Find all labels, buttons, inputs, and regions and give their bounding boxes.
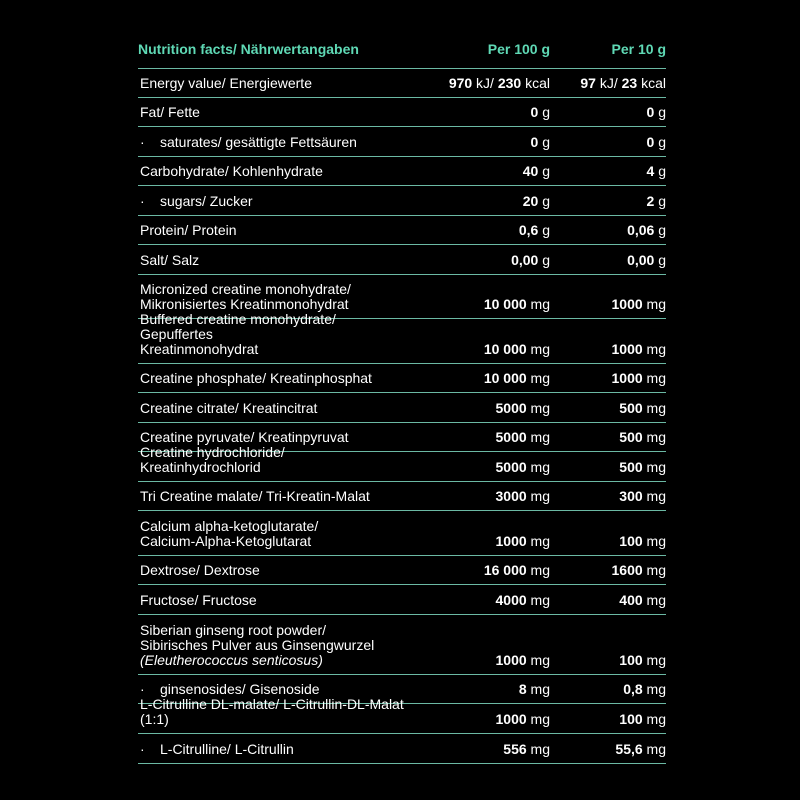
table-row bbox=[138, 393, 666, 423]
value-unit: kcal bbox=[637, 75, 666, 91]
value-amount: 5000 bbox=[495, 429, 527, 445]
nutrient-label-line: Micronized creatine monohydrate/ bbox=[140, 281, 351, 297]
nutrient-label-line: Creatine hydrochloride/ Kreatinhydrochlorid bbox=[140, 444, 285, 475]
value-unit: mg bbox=[642, 533, 666, 549]
value-unit: mg bbox=[526, 429, 550, 445]
value-per-100g bbox=[408, 253, 550, 268]
nutrient-label-line: sugars/ Zucker bbox=[160, 193, 253, 209]
value-amount: 100 bbox=[619, 533, 643, 549]
value-amount: 0,8 bbox=[623, 681, 643, 697]
value-per-10g bbox=[550, 489, 666, 504]
value-unit: g bbox=[538, 163, 550, 179]
value-amount: 100 bbox=[619, 652, 643, 668]
value-amount: 100 bbox=[619, 711, 643, 727]
value-amount: 0,00 bbox=[627, 252, 655, 268]
value-unit: g bbox=[538, 252, 550, 268]
nutrient-label bbox=[140, 697, 408, 727]
table-row bbox=[138, 444, 666, 482]
value-amount: 1000 bbox=[611, 296, 643, 312]
value-per-10g bbox=[550, 253, 666, 268]
nutrient-label bbox=[140, 282, 408, 312]
table-body bbox=[138, 68, 666, 764]
nutrient-label bbox=[140, 76, 408, 91]
nutrient-label-line: Tri Creatine malate/ Tri-Kreatin-Malat bbox=[140, 488, 370, 504]
value-unit: mg bbox=[642, 459, 666, 475]
value-per-10g bbox=[550, 653, 666, 668]
bullet-dot-icon: · bbox=[140, 741, 145, 757]
value-amount: 3000 bbox=[495, 488, 527, 504]
value-unit: kJ/ bbox=[472, 75, 498, 91]
latin-name: (Eleutherococcus senticosus) bbox=[140, 652, 323, 668]
nutrient-label bbox=[140, 593, 408, 608]
value-unit: mg bbox=[526, 533, 550, 549]
value-amount: 300 bbox=[619, 488, 643, 504]
nutrient-label bbox=[140, 105, 408, 120]
value-per-100g bbox=[408, 534, 550, 549]
value-per-100g bbox=[408, 105, 550, 120]
nutrient-label-line: Dextrose/ Dextrose bbox=[140, 562, 260, 578]
value-amount: 500 bbox=[619, 459, 643, 475]
value-unit: mg bbox=[642, 429, 666, 445]
value-amount: 556 bbox=[503, 741, 527, 757]
value-per-100g bbox=[408, 563, 550, 578]
value-unit: g bbox=[654, 163, 666, 179]
value-per-10g bbox=[550, 194, 666, 209]
value-unit: mg bbox=[642, 370, 666, 386]
nutrient-label-line: ginsenosides/ Gisenoside bbox=[160, 681, 320, 697]
value-amount: 16 000 bbox=[483, 562, 527, 578]
table-row bbox=[138, 696, 666, 734]
value-unit: mg bbox=[642, 741, 666, 757]
nutrient-label-line: Buffered creatine monohydrate/ Gepuffertes bbox=[140, 311, 336, 342]
value-per-10g bbox=[550, 593, 666, 608]
table-title: Nutrition facts/ Nährwertangaben bbox=[138, 41, 359, 57]
value-amount: 55,6 bbox=[615, 741, 643, 757]
value-per-100g bbox=[408, 401, 550, 416]
value-amount: 10 000 bbox=[483, 370, 527, 386]
value-per-100g bbox=[408, 223, 550, 238]
value-unit: g bbox=[654, 134, 666, 150]
nutrient-label bbox=[140, 623, 408, 668]
value-unit: mg bbox=[642, 400, 666, 416]
value-amount: 4000 bbox=[495, 592, 527, 608]
nutrient-label bbox=[140, 371, 408, 386]
value-per-10g bbox=[550, 742, 666, 757]
value-per-10g bbox=[550, 105, 666, 120]
nutrient-label bbox=[140, 194, 408, 209]
nutrient-label-line: L-Citrulline DL-malate/ L-Citrullin-DL-Malat (1:1) bbox=[140, 696, 404, 727]
value-per-10g bbox=[550, 342, 666, 357]
value-amount: 1000 bbox=[495, 652, 527, 668]
value-unit: mg bbox=[642, 711, 666, 727]
table-row bbox=[138, 98, 666, 127]
value-per-10g bbox=[550, 164, 666, 179]
value-unit: mg bbox=[526, 652, 550, 668]
nutrient-label-line: saturates/ gesättigte Fettsäuren bbox=[160, 134, 357, 150]
value-unit: kJ/ bbox=[595, 75, 622, 91]
nutrient-label bbox=[140, 563, 408, 578]
value-unit: mg bbox=[642, 592, 666, 608]
value-unit: mg bbox=[642, 681, 666, 697]
value-per-100g bbox=[408, 371, 550, 386]
nutrient-label bbox=[140, 401, 408, 416]
value-unit: mg bbox=[526, 370, 550, 386]
nutrient-label-line: Creatine pyruvate/ Kreatinpyruvat bbox=[140, 429, 349, 445]
table-row bbox=[138, 364, 666, 393]
nutrient-label-line: Energy value/ Energiewerte bbox=[140, 75, 312, 91]
value-unit: g bbox=[654, 222, 666, 238]
value-unit: mg bbox=[526, 562, 550, 578]
value-amount: 5000 bbox=[495, 400, 527, 416]
nutrient-label-line: Fructose/ Fructose bbox=[140, 592, 257, 608]
nutrient-label bbox=[140, 312, 408, 357]
bullet-dot-icon: · bbox=[140, 193, 145, 209]
table-row bbox=[138, 585, 666, 615]
value-per-100g bbox=[408, 76, 550, 91]
value-per-10g bbox=[550, 460, 666, 475]
value-amount: 10 000 bbox=[483, 341, 527, 357]
value-per-100g bbox=[408, 712, 550, 727]
value-unit: mg bbox=[526, 741, 550, 757]
value-amount: 1000 bbox=[611, 341, 643, 357]
nutrient-label-line: Fat/ Fette bbox=[140, 104, 200, 120]
value-per-10g bbox=[550, 712, 666, 727]
table-row bbox=[138, 245, 666, 275]
nutrient-label-line: Protein/ Protein bbox=[140, 222, 237, 238]
value-amount: 230 bbox=[497, 75, 522, 91]
value-per-100g bbox=[408, 653, 550, 668]
nutrient-label-line: Creatine phosphate/ Kreatinphosphat bbox=[140, 370, 372, 386]
column-header-per-10g: Per 10 g bbox=[611, 41, 666, 57]
value-amount: 23 bbox=[621, 75, 638, 91]
value-per-100g bbox=[408, 297, 550, 312]
nutrient-label bbox=[140, 430, 408, 445]
value-unit: g bbox=[538, 193, 550, 209]
nutrient-label bbox=[140, 682, 408, 697]
value-amount: 2 bbox=[646, 193, 655, 209]
nutrient-label-line: Salt/ Salz bbox=[140, 252, 200, 268]
value-per-100g bbox=[408, 682, 550, 697]
column-header-per-100g: Per 100 g bbox=[487, 41, 550, 57]
table-row bbox=[138, 556, 666, 585]
value-unit: g bbox=[538, 134, 550, 150]
nutrient-label bbox=[140, 135, 408, 150]
nutrient-label-line: Calcium alpha-ketoglutarate/ bbox=[140, 518, 319, 534]
table-row bbox=[138, 157, 666, 186]
nutrient-label bbox=[140, 253, 408, 268]
value-amount: 0 bbox=[646, 104, 655, 120]
value-per-10g bbox=[550, 223, 666, 238]
value-amount: 0,06 bbox=[627, 222, 655, 238]
value-amount: 970 bbox=[448, 75, 473, 91]
value-unit: mg bbox=[526, 592, 550, 608]
value-unit: mg bbox=[642, 341, 666, 357]
value-per-10g bbox=[550, 534, 666, 549]
value-amount: 5000 bbox=[495, 459, 527, 475]
value-amount: 0,00 bbox=[511, 252, 539, 268]
value-unit: g bbox=[654, 193, 666, 209]
value-amount: 0 bbox=[646, 134, 655, 150]
nutrient-label bbox=[140, 489, 408, 504]
value-unit: g bbox=[654, 252, 666, 268]
nutrient-label-line: Creatine citrate/ Kreatincitrat bbox=[140, 400, 318, 416]
table-row bbox=[138, 186, 666, 216]
table-row bbox=[138, 511, 666, 556]
value-amount: 500 bbox=[619, 400, 643, 416]
value-unit: g bbox=[538, 104, 550, 120]
value-per-10g bbox=[550, 135, 666, 150]
table-row bbox=[138, 127, 666, 157]
value-unit: kcal bbox=[521, 75, 550, 91]
value-unit: mg bbox=[526, 681, 550, 697]
value-amount: 0 bbox=[530, 104, 539, 120]
value-unit: mg bbox=[642, 488, 666, 504]
value-unit: g bbox=[654, 104, 666, 120]
value-unit: mg bbox=[526, 341, 550, 357]
bullet-dot-icon: · bbox=[140, 134, 145, 150]
value-amount: 1000 bbox=[611, 370, 643, 386]
value-amount: 10 000 bbox=[483, 296, 527, 312]
value-amount: 400 bbox=[619, 592, 643, 608]
value-per-100g bbox=[408, 593, 550, 608]
nutrient-label bbox=[140, 519, 408, 549]
table-row bbox=[138, 615, 666, 675]
table-row bbox=[138, 482, 666, 511]
value-amount: 1000 bbox=[495, 711, 527, 727]
value-per-10g bbox=[550, 401, 666, 416]
table-row bbox=[138, 216, 666, 245]
value-per-10g bbox=[550, 76, 666, 91]
nutrient-label-line: Siberian ginseng root powder/ bbox=[140, 622, 327, 638]
value-per-100g bbox=[408, 342, 550, 357]
value-per-100g bbox=[408, 194, 550, 209]
value-per-100g bbox=[408, 460, 550, 475]
value-amount: 1000 bbox=[495, 533, 527, 549]
value-unit: g bbox=[538, 222, 550, 238]
bullet-dot-icon: · bbox=[140, 681, 145, 697]
nutrient-label-line: Mikronisiertes Kreatinmonohydrat bbox=[140, 296, 349, 312]
value-per-10g bbox=[550, 430, 666, 445]
nutrient-label bbox=[140, 742, 408, 757]
nutrient-label bbox=[140, 223, 408, 238]
value-amount: 0 bbox=[530, 134, 539, 150]
value-amount: 97 bbox=[580, 75, 596, 91]
value-per-10g bbox=[550, 371, 666, 386]
value-unit: mg bbox=[526, 459, 550, 475]
value-per-10g bbox=[550, 682, 666, 697]
nutrient-label bbox=[140, 164, 408, 179]
value-per-100g bbox=[408, 489, 550, 504]
nutrient-label-line: Calcium-Alpha-Ketoglutarat bbox=[140, 533, 312, 549]
table-header bbox=[138, 36, 666, 62]
nutrient-label-line: Carbohydrate/ Kohlenhydrate bbox=[140, 163, 323, 179]
value-unit: mg bbox=[526, 711, 550, 727]
value-amount: 4 bbox=[646, 163, 655, 179]
nutrient-label-line: Kreatinmonohydrat bbox=[140, 341, 259, 357]
value-amount: 8 bbox=[518, 681, 527, 697]
value-per-10g bbox=[550, 563, 666, 578]
nutrient-label-line: L-Citrulline/ L-Citrullin bbox=[160, 741, 294, 757]
value-unit: mg bbox=[526, 488, 550, 504]
nutrient-label bbox=[140, 445, 408, 475]
value-amount: 40 bbox=[522, 163, 539, 179]
value-unit: mg bbox=[642, 562, 666, 578]
value-amount: 20 bbox=[522, 193, 539, 209]
value-unit: mg bbox=[642, 652, 666, 668]
value-per-100g bbox=[408, 742, 550, 757]
table-row bbox=[138, 734, 666, 764]
value-unit: mg bbox=[642, 296, 666, 312]
value-per-10g bbox=[550, 297, 666, 312]
nutrient-label-line: Sibirisches Pulver aus Ginsengwurzel bbox=[140, 637, 375, 653]
value-unit: mg bbox=[526, 296, 550, 312]
value-per-100g bbox=[408, 164, 550, 179]
value-amount: 0,6 bbox=[518, 222, 539, 238]
table-row bbox=[138, 69, 666, 98]
table-row bbox=[138, 311, 666, 364]
value-per-100g bbox=[408, 135, 550, 150]
value-amount: 1600 bbox=[611, 562, 643, 578]
value-per-100g bbox=[408, 430, 550, 445]
value-amount: 500 bbox=[619, 429, 643, 445]
value-unit: mg bbox=[526, 400, 550, 416]
nutrition-table bbox=[138, 36, 666, 764]
